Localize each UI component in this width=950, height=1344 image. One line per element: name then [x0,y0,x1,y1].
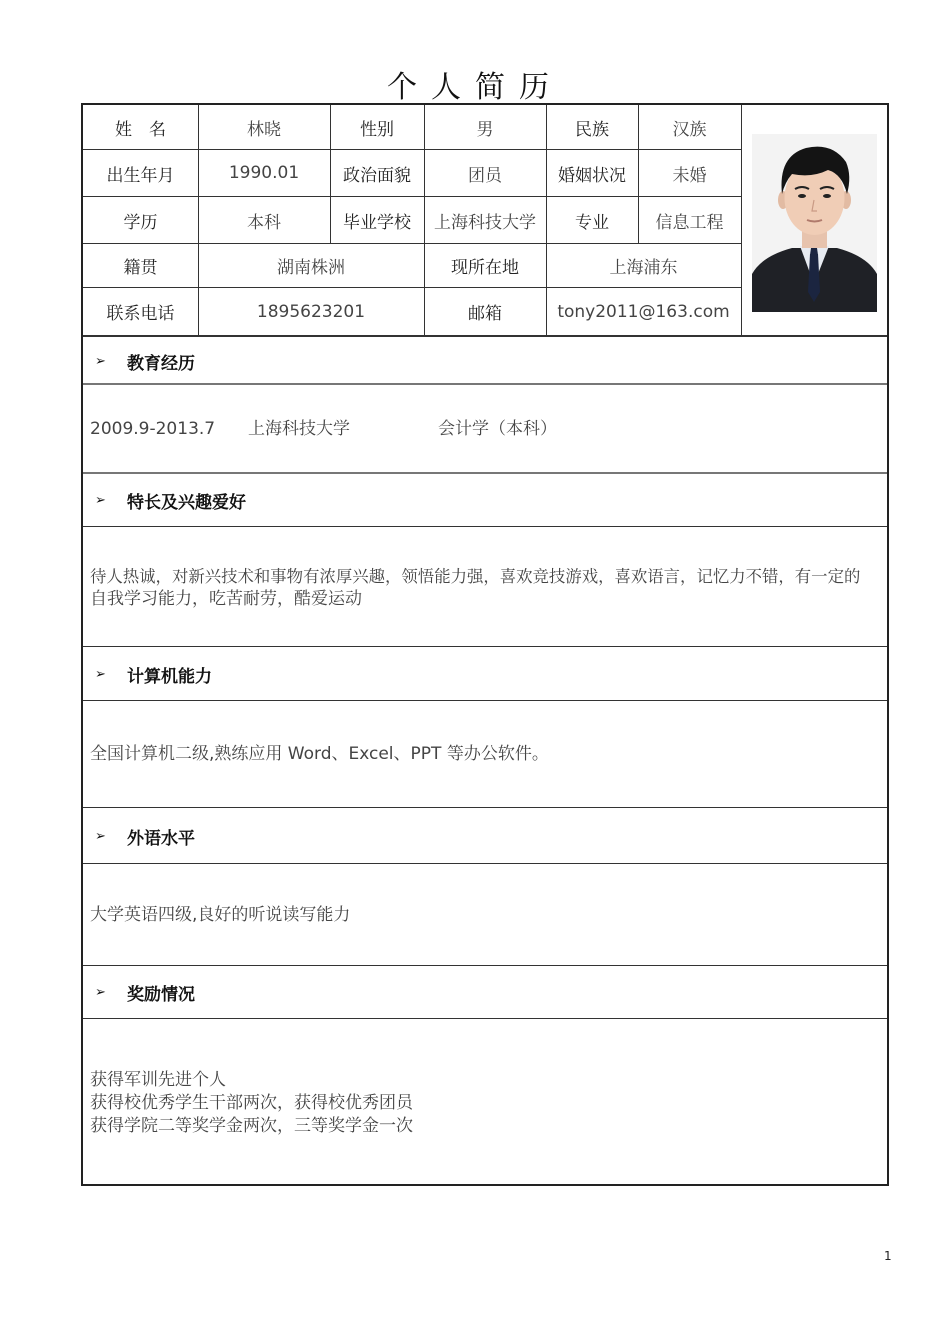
portrait-image [752,134,877,312]
residence-value: 上海浦东 [609,258,678,278]
section-divider [83,965,887,966]
marital-label: 婚姻状况 [558,165,626,186]
education-entry [90,418,880,441]
section-heading: 外语水平 [127,828,195,849]
major-value: 信息工程 [655,212,724,233]
arrow-bullet-icon: ➢ [95,353,106,369]
section-header-awards [83,968,887,1016]
award-item: 获得校优秀学生干部两次，获得校优秀团员 [90,1093,413,1113]
computer-text: 全国计算机二级,熟练应用 Word、Excel、PPT 等办公软件。 [90,744,549,764]
language-text: 大学英语四级,良好的听说读写能力 [90,905,351,925]
awards-list [90,1069,880,1138]
marital-value: 未婚 [672,165,707,186]
section-heading: 特长及兴趣爱好 [127,492,246,513]
award-item: 获得军训先进个人 [90,1070,226,1090]
section-divider [83,863,887,864]
arrow-bullet-icon: ➢ [95,666,106,682]
section-header-computer [83,650,887,698]
political-label: 政治面貌 [343,165,411,186]
native-label: 籍贯 [123,258,158,278]
section-heading: 计算机能力 [127,666,212,687]
grid-line [741,105,742,335]
native-value: 湖南株洲 [277,258,345,278]
major-label: 专业 [575,212,609,233]
arrow-bullet-icon: ➢ [95,492,106,508]
section-divider [83,700,887,701]
education-period: 2009.9-2013.7 [90,419,216,439]
name-label: 姓 名 [115,119,166,140]
text-line: 自我学习能力，吃苦耐劳，酷爱运动 [90,589,362,609]
education-label: 学历 [123,212,158,233]
education-value: 本科 [247,212,281,233]
section-divider [83,1018,887,1019]
page-number: 1 [884,1249,892,1263]
section-divider [83,646,887,647]
birth-label: 出生年月 [106,165,175,186]
profile-photo [752,134,877,312]
award-item: 获得学院二等奖学金两次，三等奖学金一次 [90,1116,413,1136]
arrow-bullet-icon: ➢ [95,984,106,1000]
education-school: 上海科技大学 [248,419,350,439]
phone-label: 联系电话 [106,304,175,324]
section-header-language [83,812,887,860]
education-major: 会计学（本科） [438,419,557,439]
political-value: 团员 [468,165,502,186]
email-label: 邮箱 [468,304,502,324]
residence-label: 现所在地 [451,258,519,278]
ethnicity-value: 汉族 [672,119,707,140]
section-heading: 奖励情况 [127,984,195,1005]
gender-label: 性别 [360,119,394,140]
birth-value: 1990.01 [228,163,300,183]
gender-value: 男 [476,119,494,140]
hobbies-text [90,565,880,611]
ethnicity-label: 民族 [575,119,609,140]
arrow-bullet-icon: ➢ [95,828,106,844]
text-line: 待人热诚，对新兴技术和事物有浓厚兴趣，领悟能力强，喜欢竞技游戏，喜欢语言，记忆力不错，有一定的 [90,567,861,586]
section-divider [83,526,887,527]
section-header-education [83,337,887,385]
email-value: tony2011@163.com [557,301,730,322]
section-header-hobbies [83,476,887,524]
school-value: 上海科技大学 [434,212,536,233]
school-label: 毕业学校 [343,212,411,233]
phone-value: 1895623201 [256,301,366,322]
section-divider [83,807,887,808]
section-divider [83,472,887,474]
page-title: 个人简历 [387,70,563,105]
name-value: 林晓 [247,119,281,140]
section-heading: 教育经历 [127,353,195,374]
